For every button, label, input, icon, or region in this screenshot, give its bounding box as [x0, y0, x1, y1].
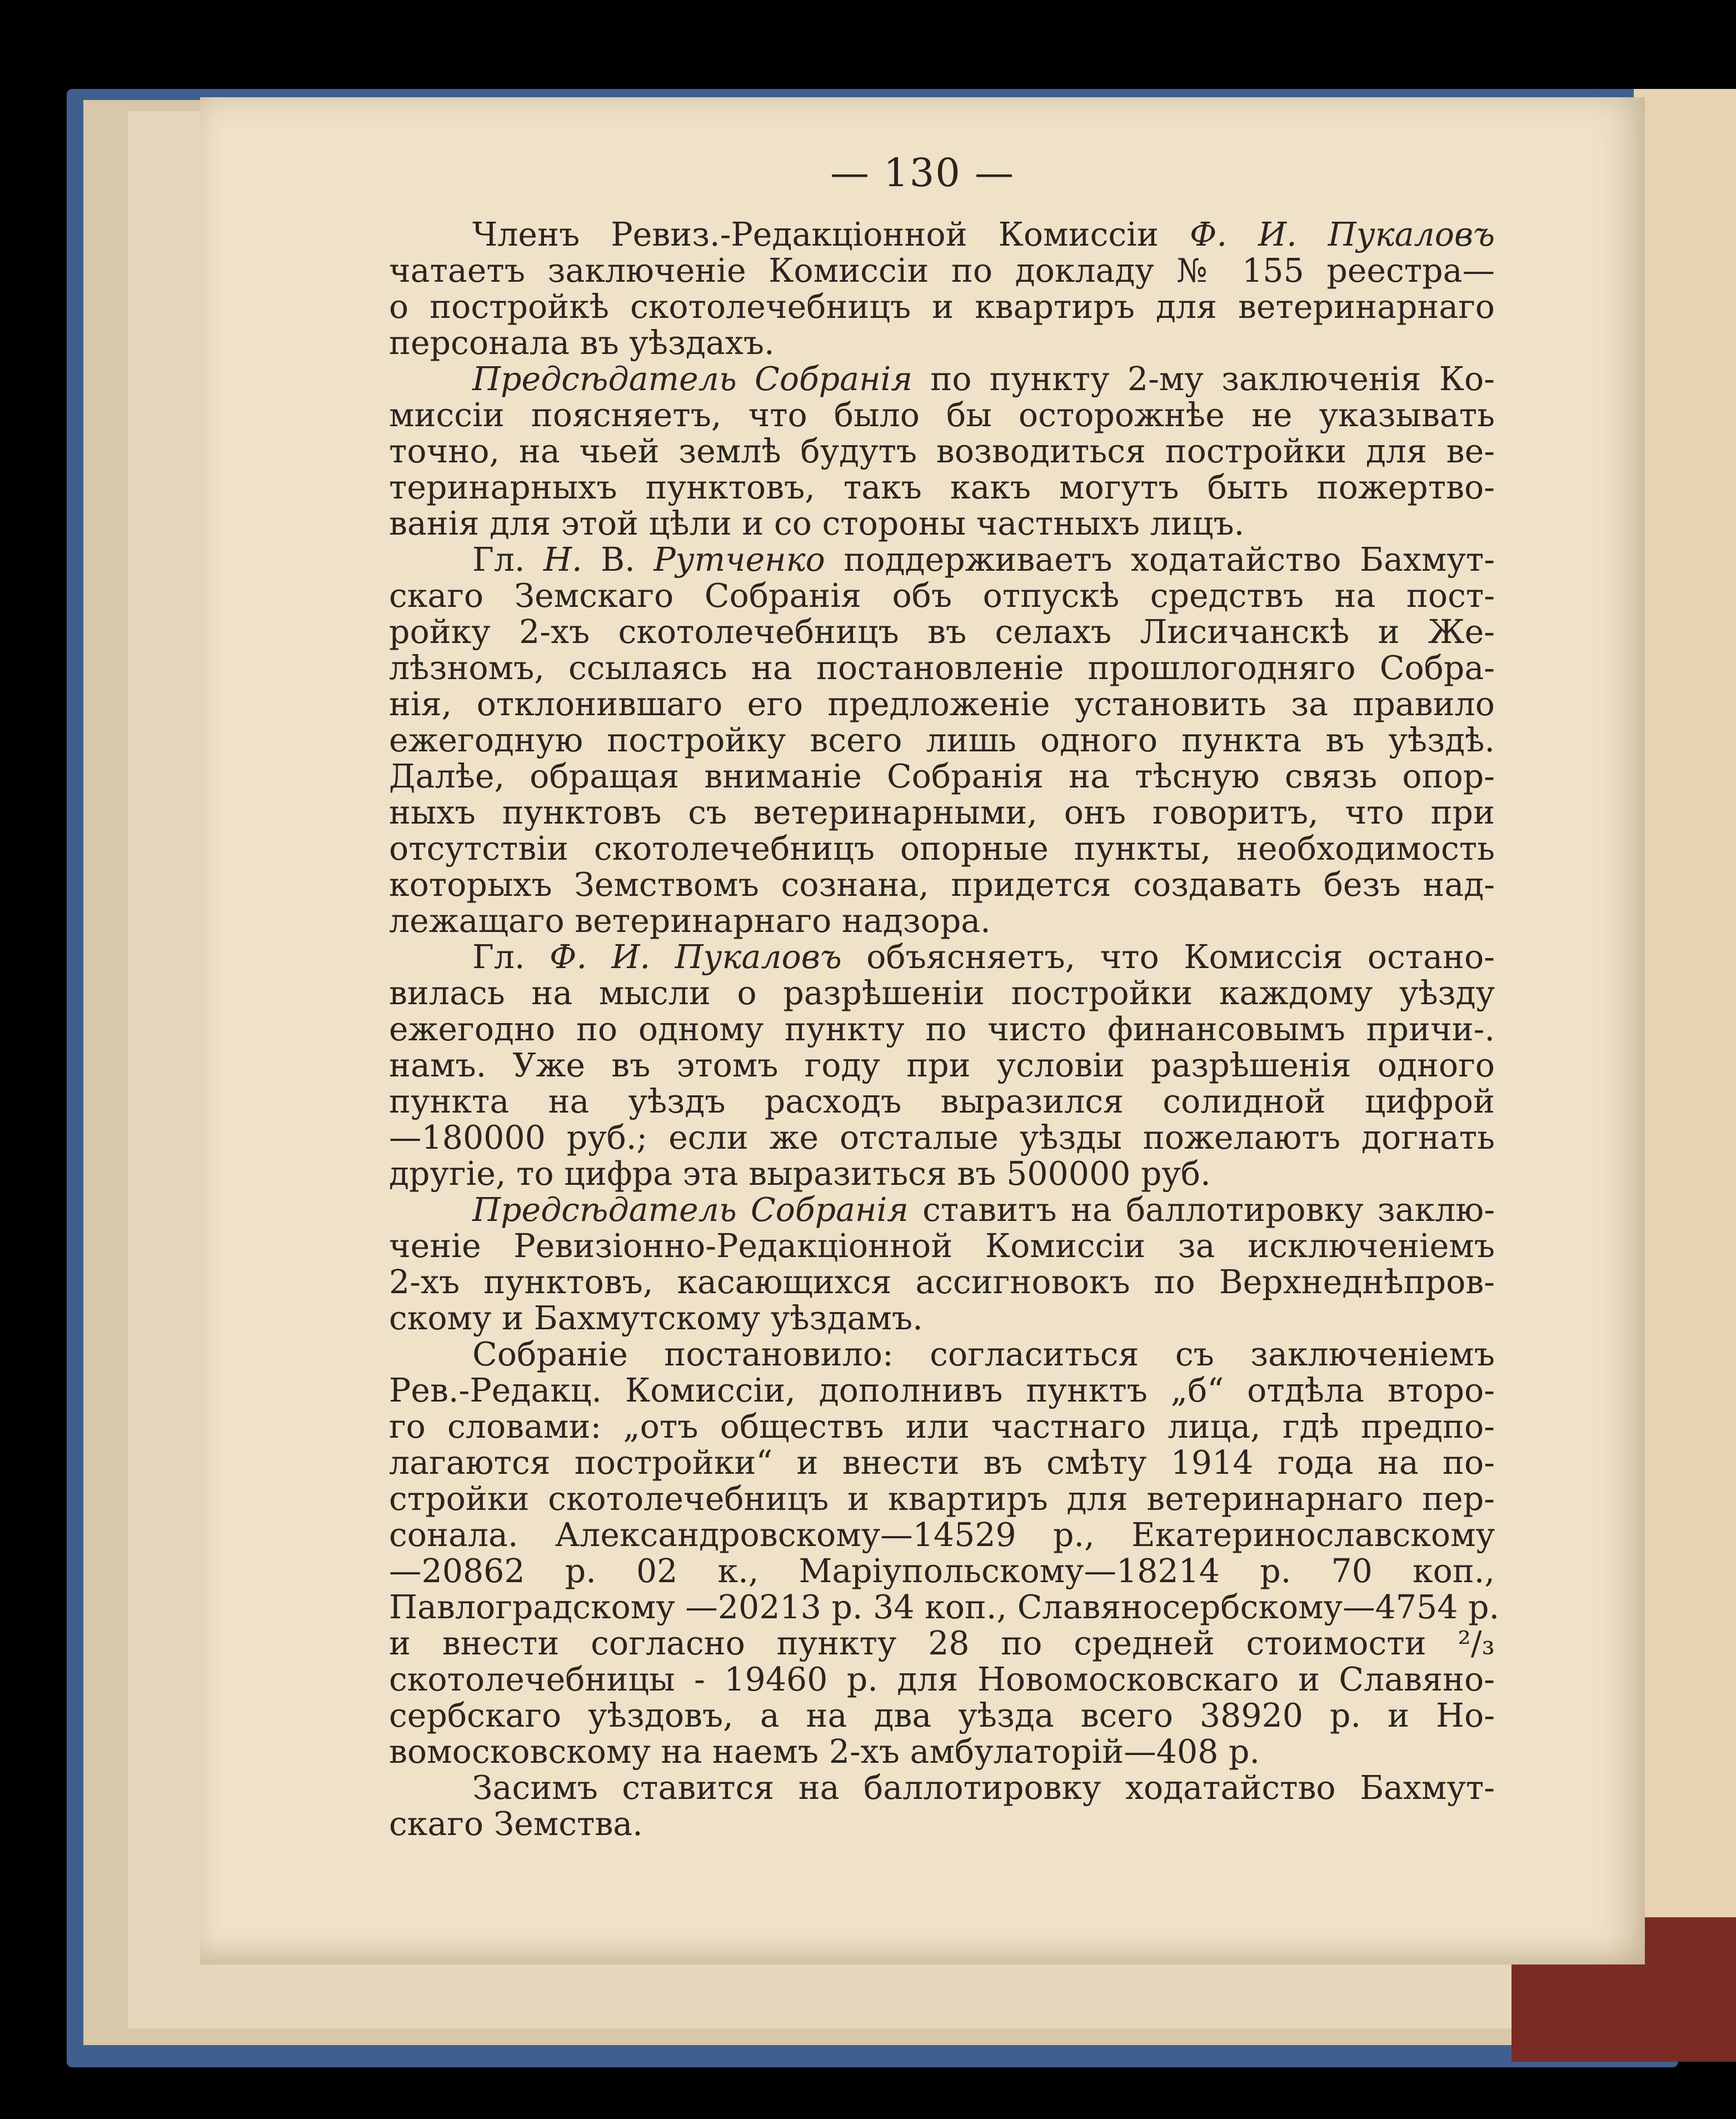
text-run: лагаются постройки“ и внести въ смѣту 1914 года на по-	[389, 1444, 1495, 1482]
text-run: по пункту 2-му заключенія Ко-	[912, 360, 1495, 398]
text-line	[389, 1698, 1495, 1734]
text-run: пункта на уѣздъ расходъ выразился солидной цифрой	[389, 1083, 1495, 1120]
text-line	[389, 759, 1495, 795]
text-run: ежегодную постройку всего лишь одного пункта въ уѣздѣ.	[389, 721, 1495, 759]
text-line	[389, 1048, 1495, 1084]
text-line	[389, 614, 1495, 650]
text-run: Далѣе, обращая вниманіе Собранія на тѣсную связь опор-	[389, 757, 1495, 795]
text-line	[389, 1084, 1495, 1120]
text-line	[389, 975, 1495, 1011]
text-line	[389, 1156, 1495, 1192]
text-run: лежащаго ветеринарнаго надзора.	[389, 902, 991, 940]
text-run: вомосковскому на наемъ 2-хъ амбулаторій—408 р.	[389, 1733, 1260, 1771]
text-line	[389, 1806, 1495, 1842]
text-run: го словами: „отъ обществъ или частнаго лица, гдѣ предпо-	[389, 1408, 1495, 1445]
text-line	[389, 361, 1495, 397]
text-line	[389, 722, 1495, 759]
text-run: ченіе Ревизіонно-Редакціонной Комиссіи за исключеніемъ	[389, 1227, 1495, 1265]
text-line	[389, 1409, 1495, 1445]
text-run: сербскаго уѣздовъ, а на два уѣзда всего 38920 р. и Но-	[389, 1697, 1495, 1734]
text-line	[389, 397, 1495, 433]
text-run: Рев.-Редакц. Комиссіи, дополнивъ пунктъ „б“ отдѣла второ-	[389, 1372, 1495, 1409]
italic-name: Ф. И. Пукаловъ	[1189, 216, 1495, 253]
text-run: Гл.	[472, 938, 550, 976]
text-run: миссіи поясняетъ, что было бы осторожнѣе не указывать	[389, 396, 1495, 434]
paragraph	[389, 1192, 1495, 1337]
text-run: ежегодно по одному пункту по чисто финансовымъ причи-.	[389, 1010, 1495, 1048]
text-line	[389, 1553, 1495, 1589]
text-run: 2-хъ пунктовъ, касающихся ассигновокъ по Верхнеднѣпров-	[389, 1263, 1495, 1301]
text-run: Павлоградскому —20213 р. 34 коп., Славяносербскому—4754 р.	[389, 1588, 1500, 1626]
text-line	[389, 903, 1495, 939]
italic-name: Ф. И. Пукаловъ	[549, 938, 842, 976]
text-run: которыхъ Земствомъ сознана, придется создавать безъ над-	[389, 866, 1495, 904]
text-line	[389, 831, 1495, 867]
text-line	[389, 686, 1495, 722]
text-line	[389, 1770, 1495, 1806]
text-line	[389, 1481, 1495, 1517]
text-run: скаго Земскаго Собранія объ отпускѣ средствъ на пост-	[389, 577, 1495, 615]
text-run: —180000 руб.; если же отсталые уѣзды пожелаютъ догнать	[389, 1119, 1495, 1156]
italic-name: Н.	[543, 541, 582, 579]
text-run: намъ. Уже въ этомъ году при условіи разрѣшенія одного	[389, 1046, 1495, 1084]
text-run: нія, отклонившаго его предложеніе установить за правило	[389, 685, 1495, 723]
text-line	[389, 795, 1495, 831]
text-line	[389, 1120, 1495, 1156]
text-run: Засимъ ставится на баллотировку ходатайство Бахмут-	[472, 1769, 1495, 1807]
italic-name: Рутченко	[654, 541, 825, 579]
page-number: — 130 —	[830, 150, 1015, 196]
text-run: ванія для этой цѣли и со стороны частныхъ лицъ.	[389, 505, 1245, 542]
text-run: персонала въ уѣздахъ.	[389, 324, 775, 362]
text-line	[389, 433, 1495, 470]
text-run: точно, на чьей землѣ будутъ возводиться постройки для ве-	[389, 432, 1495, 470]
text-run: чатаетъ заключеніе Комиссіи по докладу № 155 реестра—	[389, 252, 1495, 290]
text-line	[389, 578, 1495, 614]
text-line	[389, 1588, 1500, 1626]
text-run: о постройкѣ скотолечебницъ и квартиръ для ветеринарнаго	[389, 288, 1495, 326]
italic-name: Предсѣдатель Собранія	[472, 1191, 909, 1229]
text-line	[389, 325, 1495, 361]
text-line	[389, 1662, 1495, 1698]
text-line	[389, 1300, 1495, 1337]
paragraph	[389, 939, 1495, 1192]
text-line	[389, 542, 1495, 578]
text-run: Членъ Ревиз.-Редакціонной Комиссіи	[472, 216, 1190, 253]
text-run: скому и Бахмутскому уѣздамъ.	[389, 1299, 923, 1337]
italic-name: Предсѣдатель Собранія	[472, 360, 912, 398]
paragraph	[389, 217, 1495, 361]
text-run: —20862 р. 02 к., Маріупольскому—18214 р. 70 коп.,	[389, 1552, 1495, 1590]
text-run: ныхъ пунктовъ съ ветеринарными, онъ говоритъ, что при	[389, 794, 1495, 831]
text-run: отсутствіи скотолечебницъ опорные пункты, необходимость	[389, 830, 1495, 867]
facing-page-edge	[1634, 89, 1736, 2062]
page-text	[389, 216, 1500, 1843]
text-line	[389, 470, 1495, 506]
text-line	[389, 1734, 1495, 1770]
paragraph	[389, 542, 1495, 939]
text-line	[389, 1264, 1495, 1300]
text-line	[389, 1626, 1495, 1662]
text-line	[389, 1517, 1495, 1553]
text-line	[389, 217, 1495, 253]
text-run: и внести согласно пункту 28 по средней стоимости ²/₃	[389, 1624, 1495, 1662]
text-run: ставитъ на баллотировку заклю-	[908, 1191, 1495, 1229]
text-run: скотолечебницы - 19460 р. для Новомосковскаго и Славяно-	[389, 1661, 1495, 1698]
text-line	[389, 289, 1495, 325]
text-line	[389, 1337, 1495, 1373]
text-line	[389, 939, 1495, 975]
text-run: ройку 2-хъ скотолечебницъ въ селахъ Лисичанскѣ и Же-	[389, 613, 1495, 651]
text-run: стройки скотолечебницъ и квартиръ для ветеринарнаго пер-	[389, 1480, 1495, 1518]
paragraph	[389, 1335, 1500, 1771]
text-run: Гл.	[472, 541, 544, 579]
text-line	[389, 867, 1495, 903]
paragraph	[389, 1770, 1495, 1842]
text-run: сонала. Александровскому—14529 р., Екатеринославскому	[389, 1516, 1495, 1554]
text-line	[389, 1192, 1495, 1228]
text-line	[389, 1011, 1495, 1048]
text-line	[389, 253, 1495, 289]
text-run: поддерживаетъ ходатайство Бахмут-	[825, 541, 1495, 579]
text-run: В.	[582, 541, 654, 579]
text-line	[389, 650, 1495, 686]
text-run: лѣзномъ, ссылаясь на постановленіе прошлогодняго Собра-	[389, 649, 1495, 687]
text-run: Собраніе постановило: согласиться съ заключеніемъ	[472, 1335, 1495, 1373]
text-run: другіе, то цифра эта выразиться въ 500000 руб.	[389, 1155, 1211, 1193]
text-line	[389, 1228, 1495, 1264]
text-run: теринарныхъ пунктовъ, такъ какъ могутъ быть пожертво-	[389, 468, 1495, 506]
text-run: скаго Земства.	[389, 1805, 643, 1843]
paragraph	[389, 361, 1495, 542]
text-run: вилась на мысли о разрѣшеніи постройки каждому уѣзду	[389, 974, 1495, 1012]
text-run: объясняетъ, что Комиссія остано-	[841, 938, 1495, 976]
text-line	[389, 506, 1495, 542]
text-line	[389, 1445, 1495, 1481]
text-line	[389, 1373, 1495, 1409]
book-page	[200, 97, 1645, 1965]
